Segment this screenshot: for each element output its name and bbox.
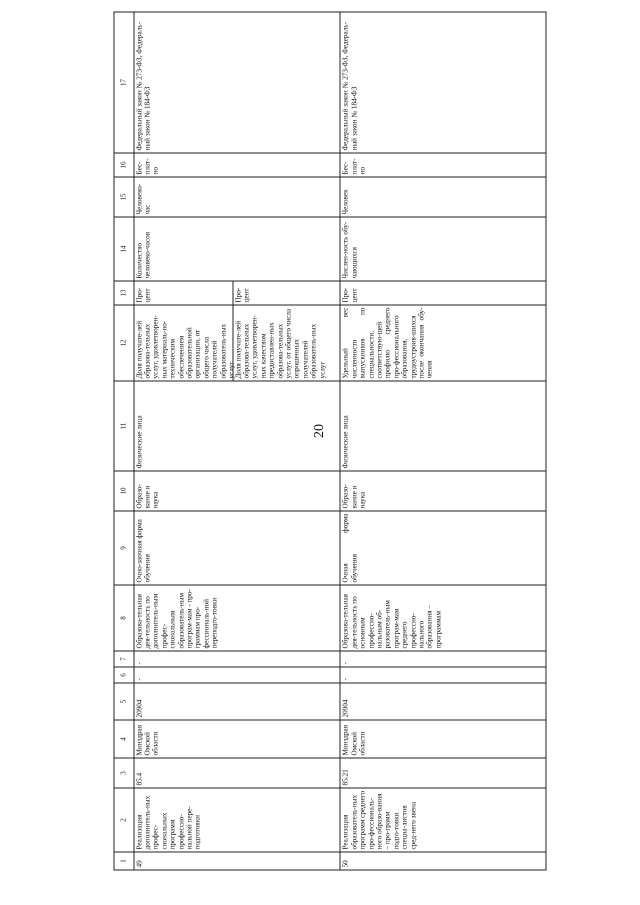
quality-units (134, 281, 341, 305)
header-cell: 9 (114, 511, 134, 585)
header-cell: 17 (114, 12, 134, 153)
header-cell: 1 (114, 852, 134, 870)
consumers: Физические лица (340, 381, 546, 471)
founder: Минздрав Омской области (340, 720, 546, 758)
header-cell: 3 (114, 758, 134, 788)
consumers: Физические лица (134, 381, 341, 471)
sphere: Образо-вание и наука (340, 471, 546, 511)
cell-dash: - (134, 651, 341, 667)
institution-code: 20904 (134, 683, 341, 720)
okved-code: 85.4 (134, 758, 341, 788)
header-row (114, 12, 134, 870)
okved-code: 85.21 (340, 758, 546, 788)
services-register-table (114, 11, 547, 870)
header-cell: 13 (114, 281, 134, 305)
cell-dash: - (134, 667, 341, 683)
delivery-form: Очно-заочная форма обучения (134, 511, 341, 585)
delivery-form: Очная форма обучения (340, 511, 546, 585)
quality-indicator-1: Удельный вес численности выпускников по специальности, соответствую-щей профилю среднего про-фессионального образования, трудоустроив-шихся после окончания обу-чения (340, 305, 546, 381)
row-number: 50 (340, 852, 546, 870)
row-number: 49 (134, 852, 341, 870)
header-cell: 12 (114, 305, 134, 381)
service-name: Реализация образователь-ных программ среднего про-фессиональ-ного образо-вания – про-грамм подго-товки специа-листов сред-него звена (340, 788, 546, 852)
header-cell: 14 (114, 217, 134, 281)
volume-indicator: Количество человеко-часов (134, 217, 341, 281)
cell-dash: - (340, 651, 546, 667)
header-cell: 11 (114, 381, 134, 471)
payment-type: Бес-плат-но (340, 153, 546, 177)
service-content: Образова-тельная дея-тельность по дополнитель-ным профес-сиональным образователь-ным програм-мам - про-граммам про-фессиональ-ной переподго-товки (134, 585, 341, 651)
header-cell: 7 (114, 651, 134, 667)
sphere: Образо-вание и наука (134, 471, 341, 511)
founder: Минздрав Омской области (134, 720, 341, 758)
quality-indicator-1: Доля получате-лей образова-тельных услуг, удовлетворен-ных материаль-но-техническим обеспечением образовательной организации, от общего числа получателей образователь-ных услуг (135, 314, 236, 378)
quality-indicators (134, 305, 341, 381)
institution-code: 20904 (340, 683, 546, 720)
quality-unit-1: Про-цент (340, 281, 546, 305)
page-number: 20 (312, 424, 327, 438)
table-row (134, 12, 341, 870)
payment-type: Бес-плат-но (134, 153, 341, 177)
header-cell: 4 (114, 720, 134, 758)
volume-indicator: Числен-ность обу-чающихся (340, 217, 546, 281)
table-row (340, 12, 546, 870)
volume-unit: Человек (340, 177, 546, 217)
header-cell: 2 (114, 788, 134, 852)
services-register-sheet (114, 12, 547, 870)
cell-dash: - (340, 667, 546, 683)
header-cell: 15 (114, 177, 134, 217)
legal-basis: Федеральный закон № 273-ФЗ, Федераль-ный закон № 184-ФЗ (134, 12, 341, 153)
volume-unit: Человеко-час (134, 177, 341, 217)
header-cell: 5 (114, 683, 134, 720)
service-name: Реализация дополнитель-ных профес-сиональных программ профессио-нальной пере-подготовки (134, 788, 341, 852)
header-cell: 10 (114, 471, 134, 511)
legal-basis: Федеральный закон № 273-ФЗ, Федераль-ный закон № 184-ФЗ (340, 12, 546, 153)
header-cell: 16 (114, 153, 134, 177)
header-cell: 8 (114, 585, 134, 651)
header-cell: 6 (114, 667, 134, 683)
quality-unit-1: Про-цент (135, 287, 152, 302)
service-content: Образова-тельная дея-тельность по основным профессио-нальным об-разователь-ным програм-мам среднего профессио-нального образования – программам (340, 585, 546, 651)
quality-indicator-2: Доля получате-лей образова-тельных услуг, удовлетворен-ных качеством предоставлен-ных образова-тельных услуг, от общего числа опрошенных получателей образователь-ных услуг (232, 305, 330, 380)
quality-unit-2: Про-цент (232, 281, 330, 304)
